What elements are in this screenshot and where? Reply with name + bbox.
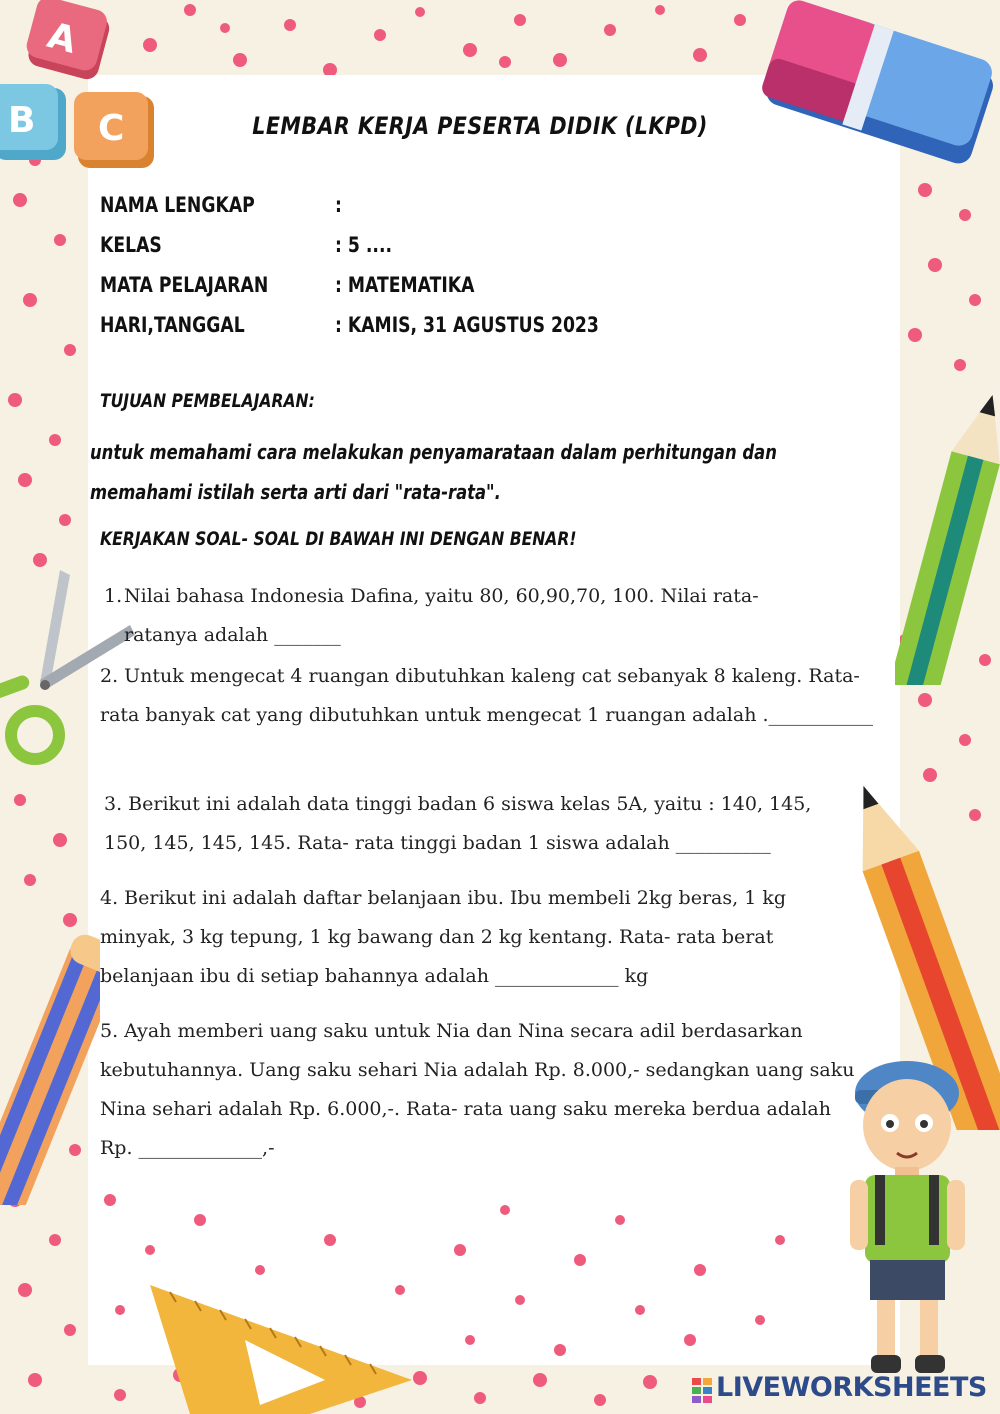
date-value: : KAMIS, 31 AGUSTUS 2023	[335, 313, 599, 337]
eraser-illustration	[755, 0, 1000, 190]
block-letter-a: A	[43, 15, 81, 62]
triangle-ruler-illustration	[150, 1280, 415, 1414]
question-3: 3. Berikut ini adalah data tinggi badan 6 siswa kelas 5A, yaitu : 140, 145, 150, 145, 145, 145. Rata- rata tinggi badan 1 siswa adalah __________	[104, 793, 812, 854]
class-value[interactable]: : 5 ....	[335, 233, 393, 257]
subject-label: MATA PELAJARAN	[100, 273, 269, 297]
blue-pencil-illustration	[0, 925, 100, 1205]
abc-blocks-illustration	[0, 0, 170, 175]
block-letter-b: B	[8, 100, 36, 141]
objective-heading: TUJUAN PEMBELAJARAN:	[100, 390, 315, 412]
worksheet-title: LEMBAR KERJA PESERTA DIDIK (LKPD)	[252, 112, 708, 140]
green-pencil-illustration	[895, 385, 1000, 685]
date-label: HARI,TANGGAL	[100, 313, 245, 337]
name-label: NAMA LENGKAP	[100, 193, 255, 217]
question-4: 4. Berikut ini adalah daftar belanjaan ibu. Ibu membeli 2kg beras, 1 kg minyak, 3 kg tepung, 1 kg bawang dan 2 kg kentang. Rata- rata berat belanjaan ibu di setiap bahannya adalah _____________ kg	[100, 887, 786, 987]
question-5: 5. Ayah memberi uang saku untuk Nia dan Nina secara adil berdasarkan kebutuhannya. Uang saku sehari Nia adalah Rp. 8.000,- sedangkan uang saku Nina sehari adalah Rp. 6.000,-. Rata- rata uang saku mereka berdua adalah Rp. _____________,-	[100, 1020, 855, 1159]
subject-value: : MATEMATIKA	[335, 273, 475, 297]
instruction-heading: KERJAKAN SOAL- SOAL DI BAWAH INI DENGAN BENAR!	[100, 528, 577, 550]
name-value[interactable]: :	[335, 193, 342, 217]
class-label: KELAS	[100, 233, 162, 257]
block-letter-c: C	[98, 108, 125, 149]
question-1-number: 1.	[104, 585, 123, 607]
question-2: 2. Untuk mengecat 4 ruangan dibutuhkan kaleng cat sebanyak 8 kaleng. Rata- rata banyak cat yang dibutuhkan untuk mengecat 1 ruangan adalah .___________	[100, 665, 874, 726]
liveworksheets-watermark: LIVEWORKSHEETS	[716, 1372, 987, 1403]
question-1: Nilai bahasa Indonesia Dafina, yaitu 80, 60,90,70, 100. Nilai rata-ratanya adalah _______	[124, 585, 759, 646]
objective-text: untuk memahami cara melakukan penyamarataan dalam perhitungan dan memahami istilah serta arti dari "rata-rata".	[90, 440, 777, 504]
liveworksheets-logo-icon	[692, 1378, 714, 1404]
